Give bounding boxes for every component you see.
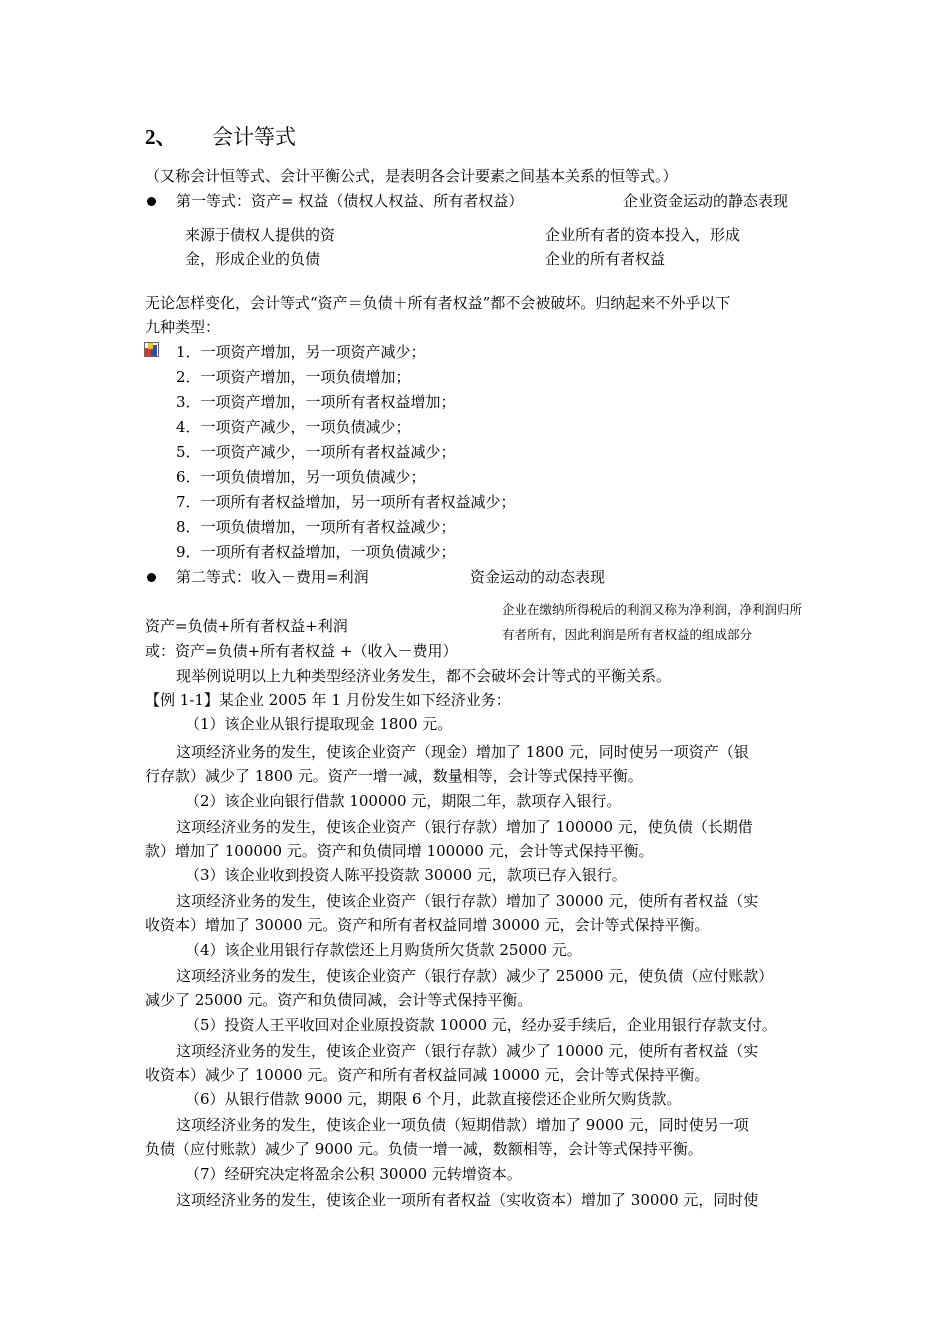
list-marker-icon [144,342,159,357]
example-explanation: 这项经济业务的发生，使该企业资产（银行存款）增加了 100000 元，使负债（长期借 [176,818,753,836]
example-explanation: 这项经济业务的发生，使该企业资产（银行存款）增加了 30000 元，使所有者权益（实 [176,892,759,910]
example-step: （7）经研究决定将盈余公积 30000 元转增资本。 [185,1165,522,1183]
example-explanation: 行存款）减少了 1800 元。资产一增一减，数量相等，会计等式保持平衡。 [145,767,643,785]
example-step: （3）该企业收到投资人陈平投资款 30000 元，款项已存入银行。 [185,866,627,884]
bullet-icon [147,573,156,582]
bullet-icon [147,197,156,206]
type-item: 1．一项资产增加，另一项资产减少； [176,343,426,361]
example-explanation: 收资本）减少了 10000 元。资产和所有者权益同减 10000 元，会计等式保持平衡。 [145,1066,710,1084]
example-step: （5）投资人王平收回对企业原投资款 10000 元，经办妥手续后，企业用银行存款支付。 [185,1016,777,1034]
example-explanation: 这项经济业务的发生，使该企业资产（现金）增加了 1800 元，同时使另一项资产（银 [176,743,749,761]
equity-source-line1: 企业所有者的资本投入，形成 [545,226,741,244]
example-explanation: 减少了 25000 元。资产和负债同减，会计等式保持平衡。 [145,991,533,1009]
equation-1: 第一等式：资产= 权益（债权人权益、所有者权益） [176,192,524,210]
example-title: 【例 1-1】某企业 2005 年 1 月份发生如下经济业务： [145,691,511,709]
example-explanation: 这项经济业务的发生，使该企业资产（银行存款）减少了 10000 元，使所有者权益（实 [176,1042,759,1060]
section-title: 会计等式 [212,125,296,149]
equation-2-note: 资金运动的动态表现 [470,568,606,586]
example-explanation: 这项经济业务的发生，使该企业资产（银行存款）减少了 25000 元，使负债（应付账款） [176,967,774,985]
formula-1: 资产=负债+所有者权益+利润 [145,617,348,635]
intro-text: （又称会计恒等式、会计平衡公式，是表明各会计要素之间基本关系的恒等式。） [145,167,678,185]
example-explanation: 这项经济业务的发生，使该企业一项负债（短期借款）增加了 9000 元，同时使另一项 [176,1116,749,1134]
type-item: 9．一项所有者权益增加，一项负债减少； [176,543,456,561]
example-intro: 现举例说明以上九种类型经济业务发生，都不会破坏会计等式的平衡关系。 [176,667,672,685]
example-step: （4）该企业用银行存款偿还上月购货所欠货款 25000 元。 [185,941,582,959]
example-explanation: 款）增加了 100000 元。资产和负债同增 100000 元，会计等式保持平衡。 [145,842,654,860]
summary-line1: 无论怎样变化，会计等式“资产＝负债＋所有者权益”都不会被破坏。归纳起来不外乎以下 [145,294,731,312]
equity-source-line2: 企业的所有者权益 [545,250,666,268]
example-explanation: 收资本）增加了 30000 元。资产和所有者权益同增 30000 元，会计等式保持平衡。 [145,916,710,934]
type-item: 4．一项资产减少，一项负债减少； [176,418,411,436]
example-step: （2）该企业向银行借款 100000 元，期限二年，款项存入银行。 [185,792,622,810]
net-profit-note-line1: 企业在缴纳所得税后的利润又称为净利润，净利润归所 [502,602,803,617]
type-item: 5．一项资产减少，一项所有者权益减少； [176,443,456,461]
type-item: 6．一项负债增加，另一项负债减少； [176,468,426,486]
example-step: （6）从银行借款 9000 元，期限 6 个月，此款直接偿还企业所欠购货款。 [185,1090,682,1108]
example-step: （1）该企业从银行提取现金 1800 元。 [185,715,453,733]
type-item: 2．一项资产增加，一项负债增加； [176,368,411,386]
type-item: 8．一项负债增加，一项所有者权益减少； [176,518,456,536]
type-item: 3．一项资产增加，一项所有者权益增加； [176,393,456,411]
liability-source-line2: 金，形成企业的负债 [185,250,321,268]
liability-source-line1: 来源于债权人提供的资 [185,226,336,244]
formula-2: 或：资产=负债+所有者权益 +（收入－费用） [145,642,458,660]
example-explanation: 这项经济业务的发生，使该企业一项所有者权益（实收资本）增加了 30000 元，同时使 [176,1191,759,1209]
summary-line2: 九种类型： [145,318,221,336]
example-explanation: 负债（应付账款）减少了 9000 元。负债一增一减，数额相等，会计等式保持平衡。 [145,1140,703,1158]
equation-1-note: 企业资金运动的静态表现 [623,192,789,210]
net-profit-note-line2: 有者所有，因此利润是所有者权益的组成部分 [502,627,753,642]
section-number: 2、 [145,125,177,149]
type-item: 7．一项所有者权益增加，另一项所有者权益减少； [176,493,516,511]
equation-2: 第二等式：收入－费用=利润 [176,568,369,586]
